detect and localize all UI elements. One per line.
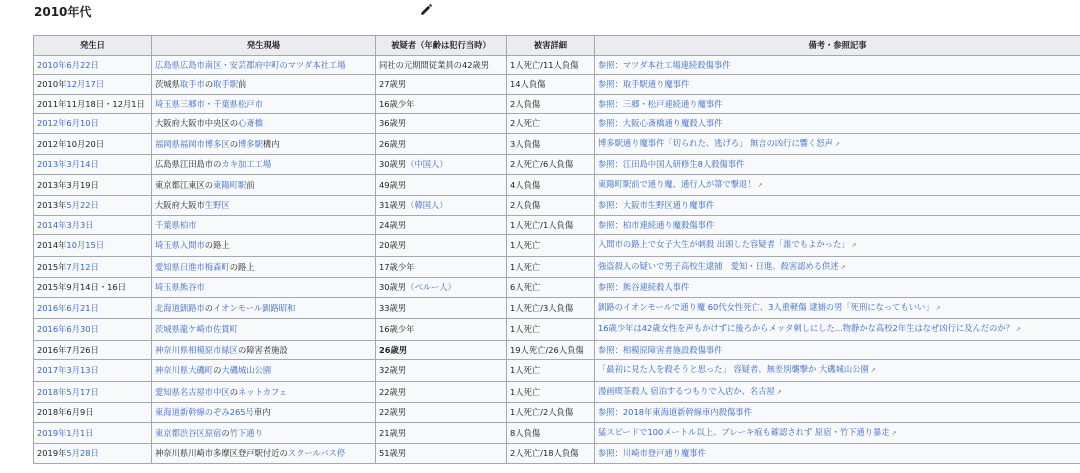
location-cell [152, 297, 376, 319]
date-cell [34, 75, 152, 95]
column-header[interactable]: 備考・参照記事 [595, 36, 1080, 56]
damage-cell [507, 403, 595, 423]
location-cell [152, 360, 376, 382]
wiki-link[interactable]: 参照：相模原障害者施設殺傷事件 [598, 344, 723, 355]
wiki-link[interactable]: ネットカフェ [238, 386, 288, 397]
wiki-link[interactable]: のぞみ265号 [204, 407, 254, 417]
cell-text: 6人死亡 [510, 282, 541, 292]
cell-text: 駅付近の [254, 448, 288, 458]
suspect-cell [376, 55, 507, 75]
cell-text: 1人死亡 [510, 261, 541, 272]
wiki-link[interactable]: （韓国人） [406, 200, 448, 210]
cell-text: 2012年10月20日 [37, 138, 105, 149]
suspect-cell [376, 133, 507, 155]
cell-text: 31歳男 [379, 200, 407, 210]
cell-text: 前 [238, 79, 247, 89]
date-cell [34, 278, 152, 298]
cell-text: 大阪府大阪市中央区 [155, 118, 230, 128]
location-cell [152, 174, 376, 196]
cell-text: の [204, 79, 214, 89]
suspect-cell [376, 94, 507, 114]
suspect-cell [376, 297, 507, 319]
cell-text: 16歳少年 [379, 98, 415, 109]
date-cell [34, 403, 152, 423]
reference-cell [595, 444, 1080, 464]
cell-text: 2015年9月14日・16日 [37, 282, 126, 292]
external-link[interactable]: 強盗殺人の疑いで男子高校生逮捕 愛知・日進、殺害認める供述 ↗ [598, 261, 846, 271]
cell-text: の [221, 427, 230, 438]
date-cell [34, 360, 152, 382]
wiki-link[interactable]: 参照：熊谷連続殺人事件 [598, 282, 690, 292]
damage-cell [507, 256, 595, 278]
cell-text: 1人死亡/2人負傷 [510, 407, 574, 417]
cell-text: 1人死亡 [510, 240, 541, 250]
wiki-link[interactable]: 12月17日 [66, 79, 105, 89]
wiki-link[interactable]: 神奈川県大磯町 [155, 365, 214, 375]
date-cell [34, 114, 152, 134]
cell-text: 2013年 [37, 200, 67, 210]
reference-cell [595, 278, 1080, 298]
external-link[interactable]: 16歳少年は42歳女性を声もかけずに後ろからメッタ刺しにした...物静かな高校2年生はなぜ凶行に及んだのか？ ↗ [598, 323, 1021, 333]
cell-text: 2人死亡/6人負傷 [510, 159, 574, 169]
wiki-link[interactable]: 愛知県日進市梅森町 [155, 261, 230, 272]
reference-cell [595, 133, 1080, 155]
date-cell [34, 256, 152, 278]
cell-text: 19人死亡/26人負傷 [510, 344, 584, 355]
cell-text: 33歳男 [379, 302, 407, 313]
suspect-cell [376, 340, 507, 360]
wiki-link[interactable]: 7月12日 [66, 261, 99, 272]
wiki-link[interactable]: （ペルー人） [406, 282, 456, 292]
damage-cell [507, 196, 595, 216]
wiki-link[interactable]: （中国人） [406, 159, 448, 169]
cell-text: 14人負傷 [510, 79, 546, 89]
wiki-link[interactable]: 取手駅 [213, 79, 239, 89]
cell-text: の障害者施設 [237, 344, 288, 355]
wiki-link[interactable]: 東海道新幹線 [155, 407, 205, 417]
cell-text: 1人死亡 [510, 324, 541, 334]
cell-text: 構内 [262, 138, 280, 149]
reference-cell [595, 155, 1080, 175]
damage-cell [507, 381, 595, 403]
cell-text: 同社の元期間従業員の42歳男 [379, 59, 490, 70]
cell-text: 30歳男 [379, 159, 407, 169]
wiki-link[interactable]: 参照：川崎市登戸通り魔事件 [598, 448, 706, 458]
wiki-link[interactable]: 広島県広島市南区・安芸郡府中町のマツダ本社工場 [155, 59, 346, 70]
pencil-icon[interactable] [419, 3, 433, 17]
external-link[interactable]: 東陽町駅前で通り魔、通行人が箒で撃退！ ↗ [598, 179, 763, 189]
wiki-link[interactable]: イオンモール釧路昭和 [213, 302, 296, 313]
external-link[interactable]: 入間市の路上で女子大生が刺殺 出頭した容疑者「誰でもよかった」 ↗ [598, 239, 857, 249]
wiki-link[interactable]: 参照：大阪市生野区通り魔事件 [598, 200, 715, 210]
cell-text: 26歳男 [379, 344, 408, 355]
table-row [34, 55, 1080, 75]
date-cell [34, 444, 152, 464]
date-cell [34, 215, 152, 235]
external-link[interactable]: 猛スピードで100メートル以上、ブレーキ痕も確認されず 原宿・竹下通り暴走 ↗ [598, 427, 897, 437]
wiki-link[interactable]: 2013年3月14日 [37, 159, 99, 169]
table-row [34, 340, 1080, 360]
table-row [34, 381, 1080, 403]
cell-text: 2018年6月9日 [37, 407, 94, 417]
table-row [34, 278, 1080, 298]
external-link[interactable]: 博多駅通り魔事件「切られた、逃げろ」 無言の凶行に響く怒声 ↗ [598, 138, 840, 148]
damage-cell [507, 319, 595, 341]
cell-text: 1人死亡/11人負傷 [510, 59, 579, 70]
external-link[interactable]: 釧路のイオンモールで通り魔 60代女性死亡、3人重軽傷 逮捕の男「死刑になってもいい」 ↗ [598, 302, 941, 312]
location-cell [152, 444, 376, 464]
cell-text: 27歳男 [379, 79, 407, 89]
date-cell [34, 381, 152, 403]
table-row [34, 297, 1080, 319]
cell-text: 神奈川県川崎市多摩区登戸 [155, 448, 255, 458]
cell-text: の [204, 302, 214, 313]
table-row [34, 94, 1080, 114]
cell-text: 3人負傷 [510, 138, 541, 149]
cell-text: 1人死亡 [510, 386, 541, 397]
wiki-link[interactable]: 神奈川県相模原市緑区 [155, 344, 238, 355]
cell-text: の [229, 138, 238, 149]
table-row [34, 174, 1080, 196]
date-cell [34, 174, 152, 196]
location-cell [152, 422, 376, 444]
table-row [34, 403, 1080, 423]
location-cell [152, 196, 376, 216]
wiki-link[interactable]: 愛知県名古屋市中区 [155, 386, 230, 397]
damage-cell [507, 444, 595, 464]
reference-cell [595, 297, 1080, 319]
reference-cell [595, 114, 1080, 134]
damage-cell [507, 55, 595, 75]
cell-text: 2人負傷 [510, 98, 541, 109]
wiki-link[interactable]: 2016年6月30日 [37, 324, 99, 334]
cell-text: 17歳少年 [379, 261, 415, 272]
cell-text: 22歳男 [379, 407, 407, 417]
suspect-cell [376, 196, 507, 216]
wiki-link[interactable]: 2012年6月10日 [37, 118, 99, 128]
suspect-cell [376, 174, 507, 196]
cell-text: 2011年11月18日・12月1日 [37, 98, 145, 109]
reference-cell [595, 94, 1080, 114]
cell-text: の [229, 118, 238, 128]
cell-text: 1人死亡/3人負傷 [510, 302, 574, 313]
date-cell [34, 94, 152, 114]
damage-cell [507, 174, 595, 196]
suspect-cell [376, 444, 507, 464]
wiki-link[interactable]: 参照：三郷・松戸連続通り魔事件 [598, 98, 723, 109]
table-row [34, 422, 1080, 444]
wiki-link[interactable]: 2017年3月13日 [37, 365, 99, 375]
damage-cell [507, 114, 595, 134]
reference-cell [595, 319, 1080, 341]
column-header[interactable]: 発生日 [34, 36, 152, 56]
wiki-link[interactable]: 5月28日 [66, 448, 99, 458]
date-cell [34, 340, 152, 360]
location-cell [152, 256, 376, 278]
section-heading: 2010年代 [34, 5, 92, 19]
table-row [34, 235, 1080, 257]
reference-cell [595, 340, 1080, 360]
location-cell [152, 235, 376, 257]
cell-text: 20歳男 [379, 240, 407, 250]
wiki-link[interactable]: 参照：マツダ本社工場連続殺傷事件 [598, 59, 731, 70]
damage-cell [507, 215, 595, 235]
wiki-link[interactable]: 埼玉県入間市 [155, 240, 205, 250]
suspect-cell [376, 215, 507, 235]
date-cell [34, 235, 152, 257]
wiki-link[interactable]: 10月15日 [66, 240, 105, 250]
wiki-link[interactable]: 参照：江田島中国人研修生8人殺傷事件 [598, 159, 745, 169]
location-cell [152, 114, 376, 134]
cell-text: 2人死亡/18人負傷 [510, 448, 579, 458]
date-cell [34, 133, 152, 155]
suspect-cell [376, 256, 507, 278]
damage-cell [507, 94, 595, 114]
table-row [34, 256, 1080, 278]
cell-text: 26歳男 [379, 138, 407, 149]
date-cell [34, 155, 152, 175]
reference-cell [595, 174, 1080, 196]
reference-cell [595, 196, 1080, 216]
table-body [34, 55, 1080, 463]
cell-text: 49歳男 [379, 179, 407, 190]
table-row [34, 319, 1080, 341]
wiki-link[interactable]: 茨城県龍ケ崎市佐貫町 [155, 324, 238, 334]
reference-cell [595, 215, 1080, 235]
suspect-cell [376, 422, 507, 444]
wiki-link[interactable]: 2016年6月21日 [37, 302, 99, 313]
location-cell [152, 55, 376, 75]
wiki-link[interactable]: 2019年1月1日 [37, 427, 94, 438]
external-link[interactable]: 漫画喫茶殺人 宿泊するつもりで入店か、名古屋 ↗ [598, 386, 782, 396]
wiki-link[interactable]: 福岡県福岡市博多区 [155, 138, 230, 149]
cell-text: の [229, 386, 238, 397]
table-row [34, 360, 1080, 382]
table-row [34, 114, 1080, 134]
table-row [34, 196, 1080, 216]
header-row [34, 36, 1080, 56]
cell-text: 1人死亡 [510, 365, 541, 375]
location-cell [152, 75, 376, 95]
location-cell [152, 278, 376, 298]
damage-cell [507, 75, 595, 95]
cell-text: 51歳男 [379, 448, 407, 458]
wiki-link[interactable]: 参照：柏市連続通り魔殺傷事件 [598, 219, 715, 230]
wiki-link[interactable]: 東京都渋谷区原宿 [155, 427, 222, 438]
external-link[interactable]: 「最初に見た人を殺そうと思った」 容疑者、無差別襲撃か 大磯城山公園 ↗ [598, 364, 876, 374]
wiki-link[interactable]: スクールバス停 [287, 448, 346, 458]
cell-text: 21歳男 [379, 427, 407, 438]
damage-cell [507, 235, 595, 257]
wiki-link[interactable]: 東陽町駅 [213, 179, 247, 190]
cell-text: 東京都江東区 [155, 179, 205, 190]
wiki-link[interactable]: カキ加工工場 [221, 159, 272, 169]
cell-text: の [213, 159, 222, 169]
table-row [34, 155, 1080, 175]
column-header[interactable]: 発生現場 [152, 36, 376, 56]
date-cell [34, 422, 152, 444]
location-cell [152, 381, 376, 403]
wiki-link[interactable]: 千葉県柏市 [155, 219, 197, 230]
suspect-cell [376, 360, 507, 382]
incident-table [33, 35, 1080, 464]
suspect-cell [376, 75, 507, 95]
cell-text: 2人負傷 [510, 200, 541, 210]
reference-cell [595, 235, 1080, 257]
location-cell [152, 319, 376, 341]
suspect-cell [376, 278, 507, 298]
wiki-link[interactable]: 参照：大阪心斎橋通り魔殺人事件 [598, 118, 723, 128]
suspect-cell [376, 381, 507, 403]
suspect-cell [376, 114, 507, 134]
damage-cell [507, 422, 595, 444]
wiki-link[interactable]: 博多駅 [238, 138, 263, 149]
damage-cell [507, 133, 595, 155]
wiki-link[interactable]: 竹下通り [229, 427, 263, 438]
cell-text: 1人死亡/1人負傷 [510, 219, 574, 230]
wiki-link[interactable]: 生野区 [204, 200, 230, 210]
damage-cell [507, 340, 595, 360]
cell-text: 2015年 [37, 261, 67, 272]
table-header [34, 36, 1080, 56]
cell-text: の [204, 179, 214, 190]
location-cell [152, 155, 376, 175]
date-cell [34, 297, 152, 319]
cell-text: 前 [246, 179, 255, 190]
wiki-link[interactable]: 5月22日 [66, 200, 99, 210]
cell-text: の路上 [204, 240, 230, 250]
cell-text: 広島県江田島市 [155, 159, 214, 169]
cell-text: 2010年 [37, 79, 67, 89]
wiki-link[interactable]: 参照：取手駅通り魔事件 [598, 79, 690, 89]
column-header[interactable]: 被疑者（年齢は犯行当時） [376, 36, 507, 56]
table-row [34, 444, 1080, 464]
cell-text: 32歳男 [379, 365, 407, 375]
damage-cell [507, 278, 595, 298]
wiki-link[interactable]: 埼玉県三郷市・千葉県松戸市 [155, 98, 263, 109]
table-row [34, 75, 1080, 95]
cell-text: 2016年7月26日 [37, 344, 99, 355]
table-row [34, 133, 1080, 155]
suspect-cell [376, 319, 507, 341]
reference-cell [595, 360, 1080, 382]
cell-text: の [213, 365, 222, 375]
wiki-link[interactable]: 参照：2018年東海道新幹線車内殺傷事件 [598, 407, 752, 417]
column-header[interactable]: 被害詳細 [507, 36, 595, 56]
reference-cell [595, 256, 1080, 278]
suspect-cell [376, 403, 507, 423]
reference-cell [595, 55, 1080, 75]
cell-text: 茨城県 [155, 79, 180, 89]
suspect-cell [376, 235, 507, 257]
wiki-link[interactable]: 2014年3月3日 [37, 219, 94, 230]
wiki-link[interactable]: 取手市 [179, 79, 205, 89]
cell-text: 2019年 [37, 448, 67, 458]
cell-text: の路上 [229, 261, 255, 272]
wiki-link[interactable]: 埼玉県熊谷市 [155, 282, 205, 292]
cell-text: 2013年3月19日 [37, 179, 99, 190]
cell-text: 2014年 [37, 240, 67, 250]
cell-text: 30歳男 [379, 282, 407, 292]
location-cell [152, 340, 376, 360]
date-cell [34, 196, 152, 216]
damage-cell [507, 297, 595, 319]
table-row [34, 215, 1080, 235]
location-cell [152, 133, 376, 155]
cell-text: 4人負傷 [510, 179, 541, 190]
suspect-cell [376, 155, 507, 175]
wiki-link[interactable]: 大磯城山公園 [221, 365, 272, 375]
cell-text: 車内 [253, 407, 271, 417]
cell-text: 24歳男 [379, 219, 407, 230]
reference-cell [595, 422, 1080, 444]
reference-cell [595, 75, 1080, 95]
cell-text: 大阪府大阪市 [155, 200, 205, 210]
wiki-link[interactable]: 心斎橋 [238, 118, 263, 128]
damage-cell [507, 155, 595, 175]
location-cell [152, 215, 376, 235]
cell-text: 36歳男 [379, 118, 407, 128]
wiki-link[interactable]: 2010年6月22日 [37, 59, 99, 70]
wiki-link[interactable]: 2018年5月17日 [37, 386, 99, 397]
cell-text: 22歳男 [379, 386, 407, 397]
cell-text: 2人死亡 [510, 118, 541, 128]
location-cell [152, 403, 376, 423]
reference-cell [595, 403, 1080, 423]
date-cell [34, 55, 152, 75]
wiki-link[interactable]: 北海道釧路市 [155, 302, 205, 313]
damage-cell [507, 360, 595, 382]
cell-text: 8人負傷 [510, 427, 541, 438]
location-cell [152, 94, 376, 114]
date-cell [34, 319, 152, 341]
cell-text: 16歳少年 [379, 324, 415, 334]
reference-cell [595, 381, 1080, 403]
